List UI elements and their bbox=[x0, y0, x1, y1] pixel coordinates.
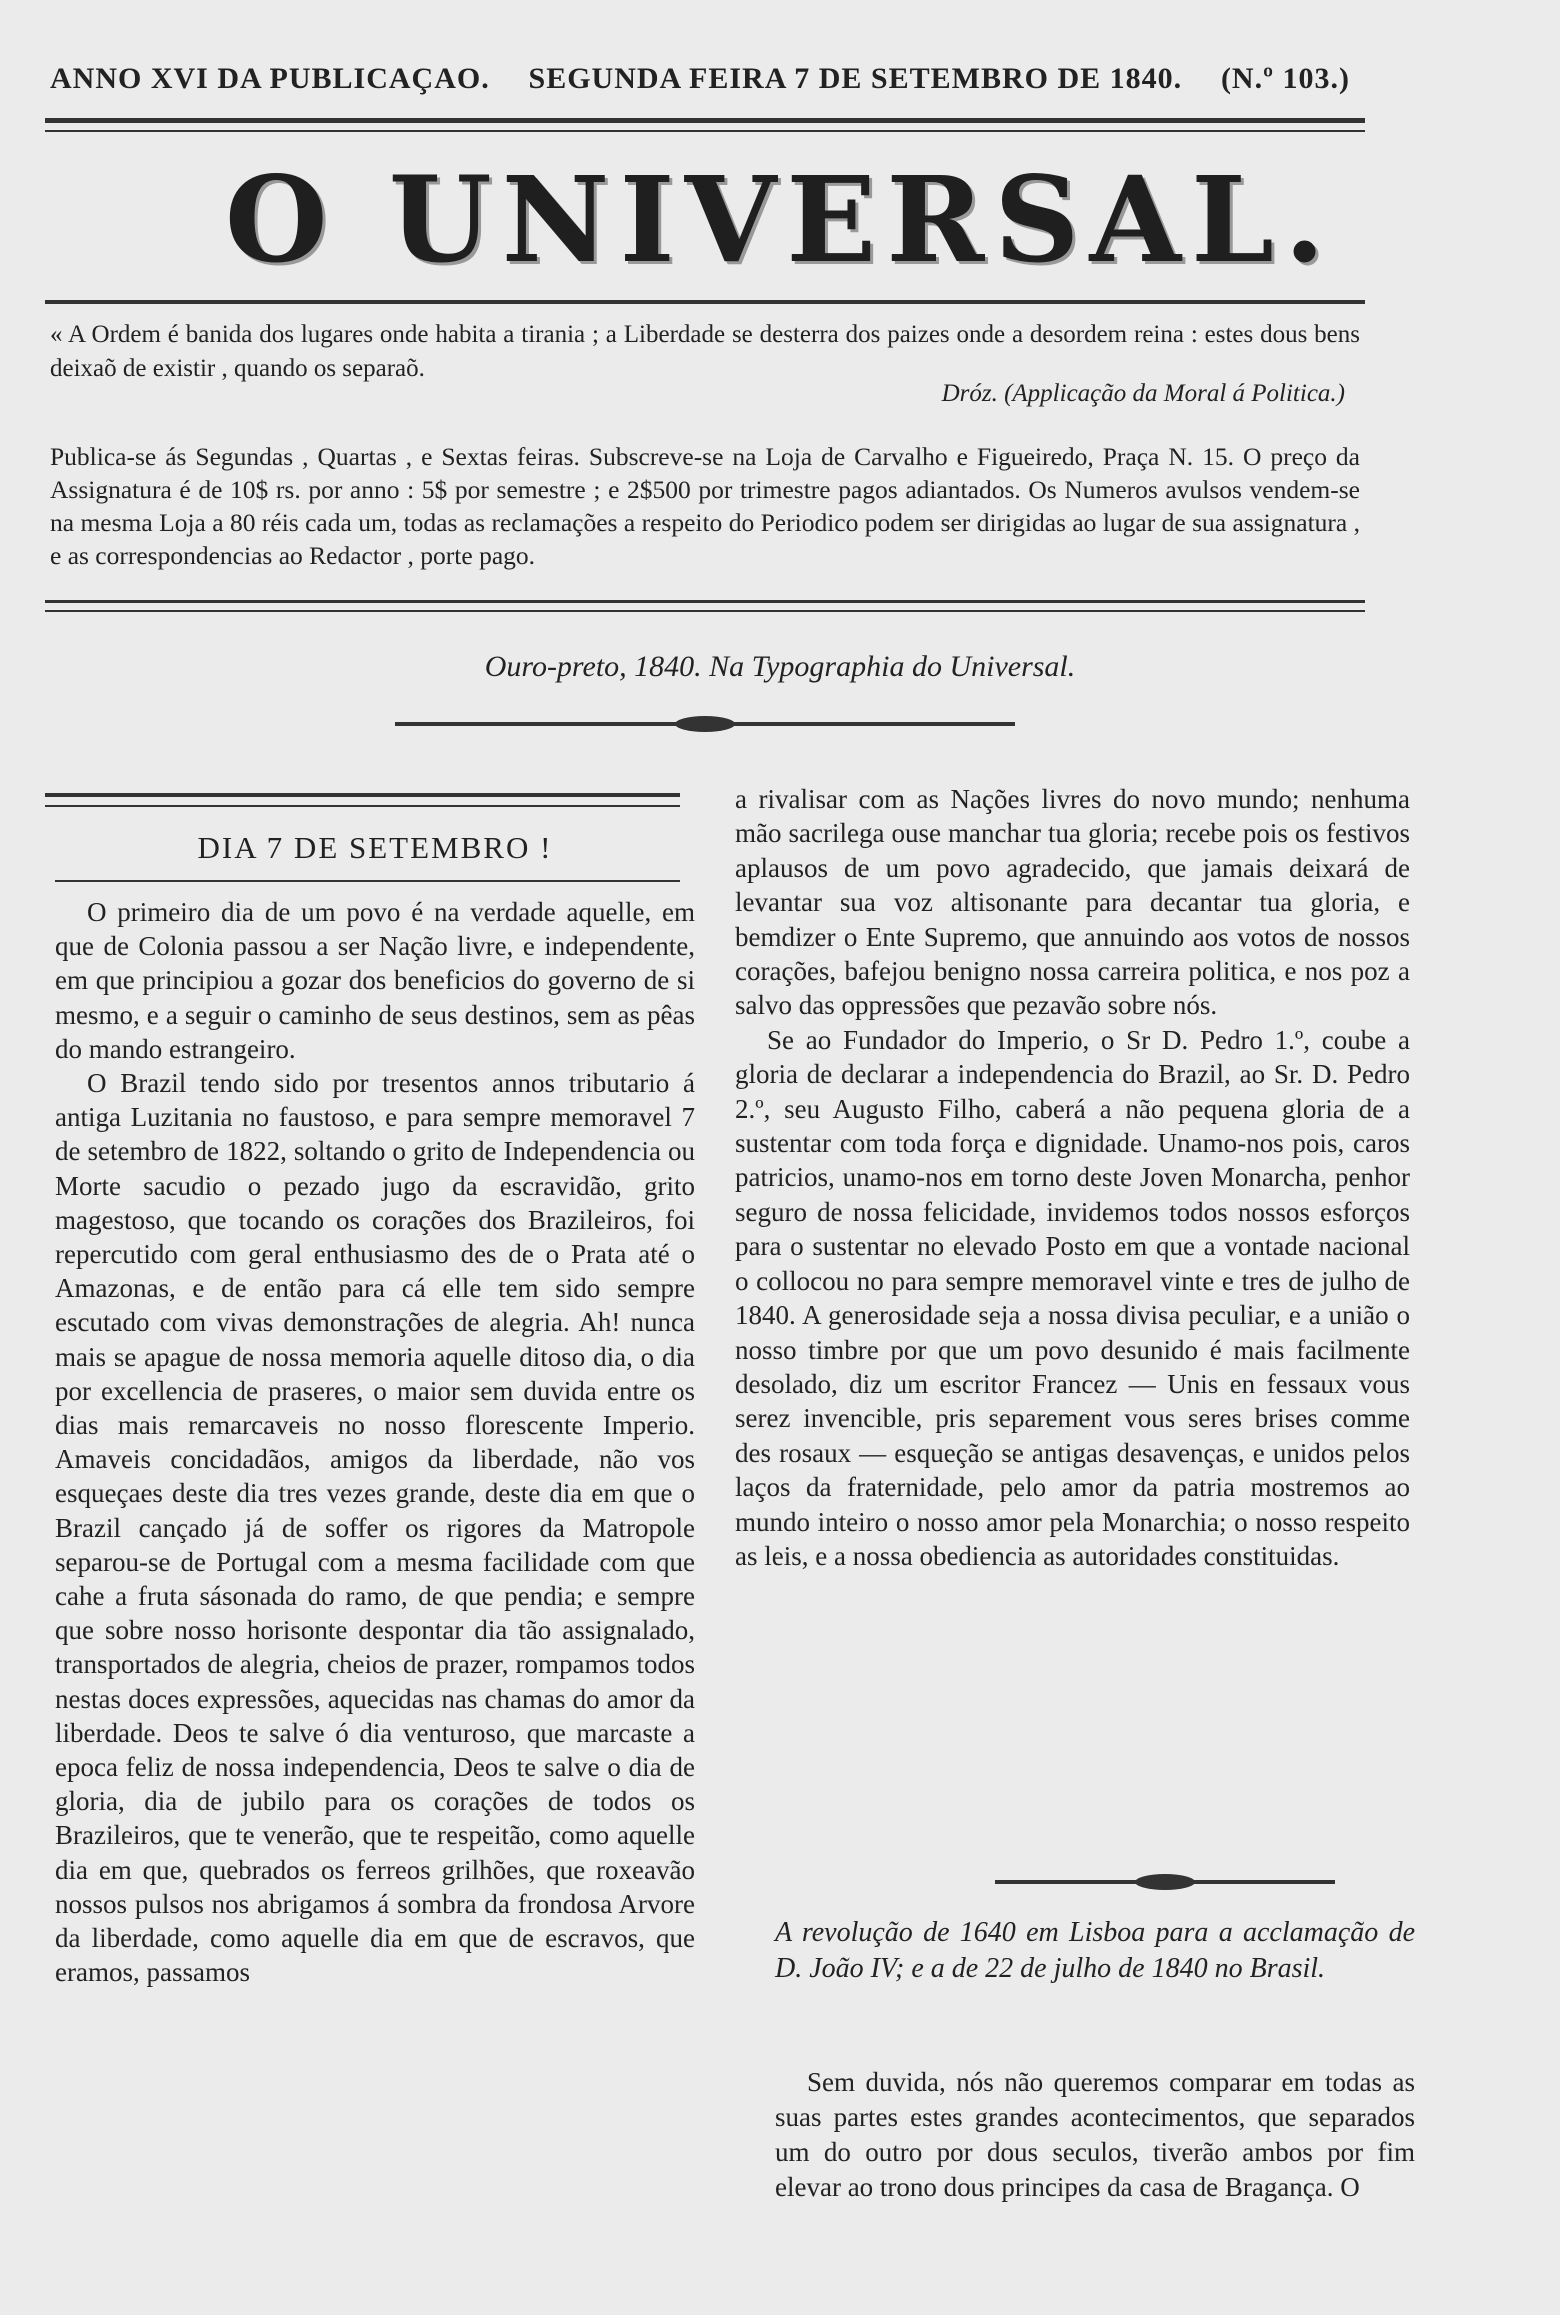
issue-date: SEGUNDA FEIRA 7 DE SETEMBRO DE 1840. bbox=[528, 62, 1183, 95]
left-paragraph: O Brazil tendo sido por tresentos annos tributario á antiga Luzitania no faustoso, e para sempre memoravel 7 de setembro de 1822, soltando o grito de Independencia ou Morte sacudio o pezado jugo da escravidão, grito magestoso, que tocando os corações dos Brazileiros, foi repercutido com geral enthusiasmo des de o Prata até o Amazonas, e de então para cá elle tem sido sempre escutado com vivas demonstrações de alegria. Ah! nunca mais se apague de nossa memoria aquelle ditoso dia, o dia por excellencia de praseres, o maior sem duvida entre os dias mais remarcaveis no nosso florescente Imperio. Amaveis concidadãos, amigos da liberdade, não vos esqueçaes deste dia tres vezes grande, deste dia em que o Brazil cançado já de soffer os rigores da Matropole separou-se de Portugal com a mesma facilidade com que cahe a fruta sásonada do ramo, de que pendia; e sempre que sobre nosso horisonte despontar dia tão assignalado, transportados de alegria, cheios de prazer, rompamos todos nestas doces expressões, aquecidas nas chamas do amor da liberdade. Deos te salve ó dia venturoso, que marcaste a epoca feliz de nossa independencia, Deos te salve o dia de gloria, dia de jubilo para os corações de todos os Brazileiros, que te venerão, que te respeitão, como aquelle dia em que, quebrados os ferreos grilhões, que roxeavão nossos pulsos nos abrigamos á sombra da frondosa Arvore da liberdade, como aquelle dia em que de escravos, que eramos, passamos bbox=[55, 1068, 695, 1988]
epigraph-text: « A Ordem é banida dos lugares onde habita a tirania ; a Liberdade se desterra dos paizes onde a desordem reina : estes dous bens deixaõ de existir , quando os separaõ. bbox=[50, 321, 1360, 382]
article-rule-mid bbox=[45, 805, 680, 807]
imprint-line: Ouro-preto, 1840. Na Typographia do Universal. bbox=[484, 650, 1076, 683]
article-title: DIA 7 DE SETEMBRO ! bbox=[197, 830, 553, 865]
second-article-paragraph: Sem duvida, nós não queremos comparar em todas as suas partes estes grandes acontecimentos, que separados um do outro por dous seculos, tiverão ambos por fim elevar ao trono dous principes da casa de Bragança. O bbox=[775, 2067, 1415, 2202]
issue-number: (N.º 103.) bbox=[1220, 62, 1350, 95]
issue-header bbox=[50, 62, 1350, 96]
article-rule-top bbox=[45, 793, 680, 797]
left-paragraph: O primeiro dia de um povo é na verdade aquelle, em que de Colonia passou a ser Nação livre, e independente, em que principiou a gozar dos beneficios do governo de si mesmo, e a seguir o caminho de seus destinos, sem as pêas do mando estrangeiro. bbox=[55, 897, 695, 1064]
article-title-rule bbox=[55, 880, 680, 882]
ornament-divider bbox=[395, 722, 1015, 726]
header-rule-bottom bbox=[45, 130, 1365, 132]
masthead-rule bbox=[45, 300, 1365, 304]
info-rule-top bbox=[45, 600, 1365, 603]
left-column bbox=[55, 895, 695, 1990]
masthead-title: O UNIVERSAL. bbox=[224, 150, 1336, 289]
right-paragraph: Se ao Fundador do Imperio, o Sr D. Pedro 1.º, coube a gloria de declarar a independencia do Brazil, ao Sr. D. Pedro 2.º, seu Augusto Filho, caberá a não pequena gloria de a sustentar com toda força e dignidade. Unamo-nos pois, caros patricios, unamo-nos em torno deste Joven Monarcha, penhor seguro de nossa felicidade, invidemos todos nossos esforços para o sustentar no elevado Posto em que a vontade nacional o collocou no para sempre memoravel vinte e tres de julho de 1840. A generosidade seja a nossa divisa peculiar, e a união o nosso timbre por que um povo desunido é mais facilmente desolado, diz um escritor Francez — Unis en fessaux vous serez invencible, pris separement vous seres brises comme des rosaux — esqueção se antigas desavenças, e unidos pelos laços da fraternidade, pelo amor da patria mostremos ao mundo inteiro o nosso amor pela Monarchia; o nosso respeito as leis, e a nossa obediencia as autoridades constituidas. bbox=[735, 1024, 1410, 1571]
issue-year: ANNO XVI DA PUBLICAÇAO. bbox=[50, 62, 490, 95]
publication-info: Publica-se ás Segundas , Quartas , e Sextas feiras. Subscreve-se na Loja de Carvalho e Figueiredo, Praça N. 15. O preço da Assignatura é de 10$ rs. por anno : 5$ por semestre ; e 2$500 por trimestre pagos adiantados. Os Numeros avulsos vendem-se na mesma Loja a 80 réis cada um, todas as reclamações a respeito do Periodico podem ser dirigidas ao lugar de sua assignatura , e as correspondencias ao Redactor , porte pago. bbox=[50, 442, 1360, 570]
info-rule-bottom bbox=[45, 610, 1365, 612]
epigraph-source: Dróz. (Applicação da Moral á Politica.) bbox=[941, 380, 1345, 407]
second-article-body bbox=[775, 2065, 1415, 2205]
right-column bbox=[735, 782, 1410, 1573]
header-rule-top bbox=[45, 118, 1365, 123]
column-divider-ornament bbox=[995, 1880, 1335, 1884]
right-paragraph: a rivalisar com as Nações livres do novo mundo; nenhuma mão sacrilega ouse manchar tua gloria; recebe pois os festivos aplausos de um povo agradecido, que jamais deixará de levantar sua voz altisonante para decantar tua gloria, e bemdizer o Ente Supremo, que annuindo aos votos de nossos corações, bafejou benigno nossa carreira politica, e nos poz a salvo das oppressões que pezavão sobre nós. bbox=[735, 784, 1410, 1021]
second-article-title: A revolução de 1640 em Lisboa para a acclamação de D. João IV; e a de 22 de julho de 1840 no Brasil. bbox=[775, 1917, 1415, 1984]
